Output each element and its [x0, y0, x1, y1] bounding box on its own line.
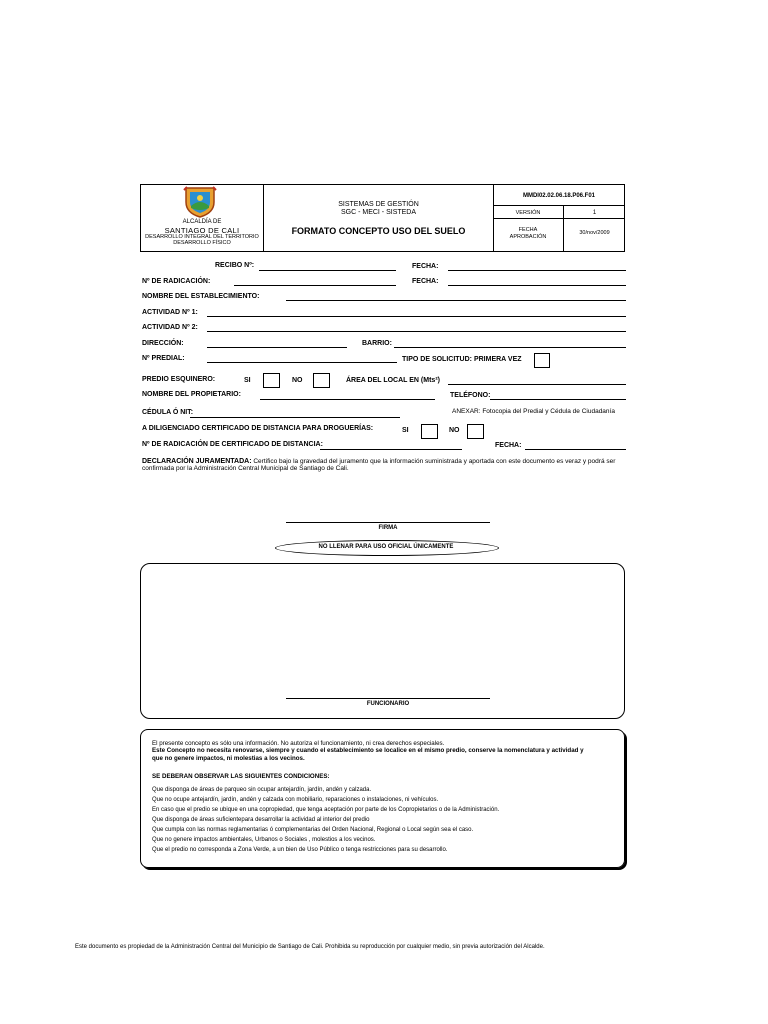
system-line1: SISTEMAS DE GESTIÓN — [338, 201, 419, 208]
certificado-no-checkbox[interactable] — [467, 424, 484, 439]
declaration-line1 — [142, 458, 615, 465]
fecha3-label: FECHA: — [495, 442, 522, 449]
establecimiento-field[interactable] — [286, 300, 626, 301]
conditions-intro: El presente concepto es sólo una información. No autoriza el funcionamiento, ni crea derechos especiales. — [152, 740, 445, 747]
official-box — [140, 563, 625, 719]
condition-item: Que cumpla con las normas reglamentarias ó complementarias del Orden Nacional, Regional o Local según sea el caso. — [152, 827, 474, 833]
fecha2-label: FECHA: — [412, 278, 439, 285]
firma-label: FIRMA — [378, 525, 398, 531]
condition-item: Que disponga de áreas de parqueo sin ocupar antejardín, jardín, andén y calzada. — [152, 787, 372, 793]
radicacion-label: Nº DE RADICACIÓN: — [142, 278, 211, 285]
si2-label: SI — [402, 427, 409, 434]
org-name-line2: SANTIAGO DE CALI — [164, 226, 240, 235]
condition-item: Que no ocupe antejardín, jardín, andén y calzada con mobiliario, reparaciones o instalaciones, ni vehículos. — [152, 797, 439, 803]
predial-label: Nº PREDIAL: — [142, 355, 185, 362]
fecha1-field[interactable] — [448, 270, 626, 271]
conditions-bold1: Este Concepto no necesita renovarse, siempre y cuando el establecimiento se localice en el mismo predio, conserve la nomenclatura y actividad y — [152, 747, 584, 754]
cedula-field[interactable] — [190, 417, 400, 418]
dept-line2: DESARROLLO FÍSICO — [173, 240, 231, 246]
fecha2-field[interactable] — [448, 285, 626, 286]
coat-of-arms-logo — [183, 186, 217, 218]
fecha3-field[interactable] — [525, 449, 626, 450]
radicacion-cert-field[interactable] — [320, 449, 462, 450]
anexar-note: ANEXAR: Fotocopia del Predial y Cédula de Ciudadanía — [452, 408, 615, 415]
radicacion-cert-label: Nº DE RADICACIÓN DE CERTIFICADO DE DISTANCIA: — [142, 441, 323, 448]
recibo-field[interactable] — [259, 270, 396, 271]
barrio-label: BARRIO: — [362, 340, 392, 347]
condition-item: Que el predio no corresponda a Zona Verde, a un bien de Uso Público o tenga restricciones para su desarrollo. — [152, 847, 448, 853]
document-code: MMDI02.02.06.18.P06.F01 — [522, 193, 596, 199]
declaration-text1: Certifico bajo la gravedad del juramento que la información suministrada y aportada con este documento es veraz y podrá ser — [253, 458, 616, 465]
actividad2-label: ACTIVIDAD Nº 2: — [142, 324, 198, 331]
official-use-label: NO LLENAR PARA USO OFICIAL ÚNICAMENTE — [318, 544, 454, 550]
propietario-field[interactable] — [260, 399, 435, 400]
declaration-label: DECLARACIÓN JURAMENTADA: — [142, 458, 252, 465]
barrio-field[interactable] — [394, 347, 626, 348]
footer-notice: Este documento es propiedad de la Administración Central del Municipio de Santiago de Cali. Prohibida su reproducción por cualquier medio, sin previa autorización del Alcalde. — [75, 944, 545, 950]
approval-value: 30/nov/2009 — [579, 230, 610, 236]
condition-item: Que no genere impactos ambientales, Urbanos o Sociales , molestios a los vecinos. — [152, 837, 376, 843]
tipo-solicitud-label: TIPO DE SOLICITUD: PRIMERA VEZ — [402, 356, 522, 363]
establecimiento-label: NOMBRE DEL ESTABLECIMIENTO: — [142, 293, 260, 300]
conditions-heading: SE DEBERAN OBSERVAR LAS SIGUIENTES CONDICIONES: — [152, 773, 330, 780]
direccion-label: DIRECCIÓN: — [142, 340, 184, 347]
radicacion-field[interactable] — [234, 285, 396, 286]
actividad1-label: ACTIVIDAD Nº 1: — [142, 309, 198, 316]
approval-label-1: FECHA — [518, 227, 538, 233]
form-title: FORMATO CONCEPTO USO DEL SUELO — [291, 226, 466, 236]
approval-label-2: APROBACIÓN — [509, 234, 547, 240]
conditions-bold2: que no genere impactos, ni molestias a los vecinos. — [152, 755, 305, 762]
dept-line1: DESARROLLO INTEGRAL DEL TERRITORIO — [145, 234, 259, 240]
version-label: VERSIÓN — [515, 210, 541, 216]
declaration-text2: confirmada por la Administración Central Municipal de Santiago de Cali. — [142, 465, 349, 472]
version-value: 1 — [592, 210, 597, 216]
cedula-label: CÉDULA Ó NIT: — [142, 409, 194, 416]
condition-item: Que disponga de áreas suficientepara desarrollar la actividad al interior del predio — [152, 817, 370, 823]
system-line2: SGC - MECI - SISTEDA — [340, 209, 417, 216]
propietario-label: NOMBRE DEL PROPIETARIO: — [142, 391, 241, 398]
predio-esquinero-label: PREDIO ESQUINERO: — [142, 376, 216, 383]
telefono-label: TELÉFONO: — [450, 392, 491, 399]
primera-vez-checkbox[interactable] — [534, 353, 550, 368]
no1-label: NO — [292, 377, 303, 384]
direccion-field[interactable] — [207, 347, 347, 348]
funcionario-label: FUNCIONARIO — [366, 701, 410, 707]
certificado-si-checkbox[interactable] — [421, 424, 438, 439]
certificado-label: A DILIGENCIADO CERTIFICADO DE DISTANCIA PARA DROGUERÍAS: — [142, 425, 374, 432]
funcionario-line[interactable] — [286, 698, 490, 699]
predial-field[interactable] — [207, 362, 397, 363]
si1-label: SI — [244, 377, 251, 384]
esquinero-si-checkbox[interactable] — [263, 373, 280, 388]
org-name-line1: ALCALDÍA DE — [182, 219, 222, 225]
area-local-field[interactable] — [448, 384, 626, 385]
recibo-label: RECIBO Nº: — [215, 262, 255, 269]
fecha1-label: FECHA: — [412, 263, 439, 270]
condition-item: En caso que el predio se ubique en una copropiedad, que tenga aceptación por parte de los Copropietarios o de la Administración. — [152, 807, 500, 813]
firma-line[interactable] — [286, 522, 490, 523]
esquinero-no-checkbox[interactable] — [313, 373, 330, 388]
telefono-field[interactable] — [490, 399, 626, 400]
no2-label: NO — [449, 427, 460, 434]
actividad2-field[interactable] — [207, 331, 626, 332]
actividad1-field[interactable] — [207, 316, 626, 317]
area-local-label: ÁREA DEL LOCAL EN (Mts²) — [346, 377, 440, 384]
